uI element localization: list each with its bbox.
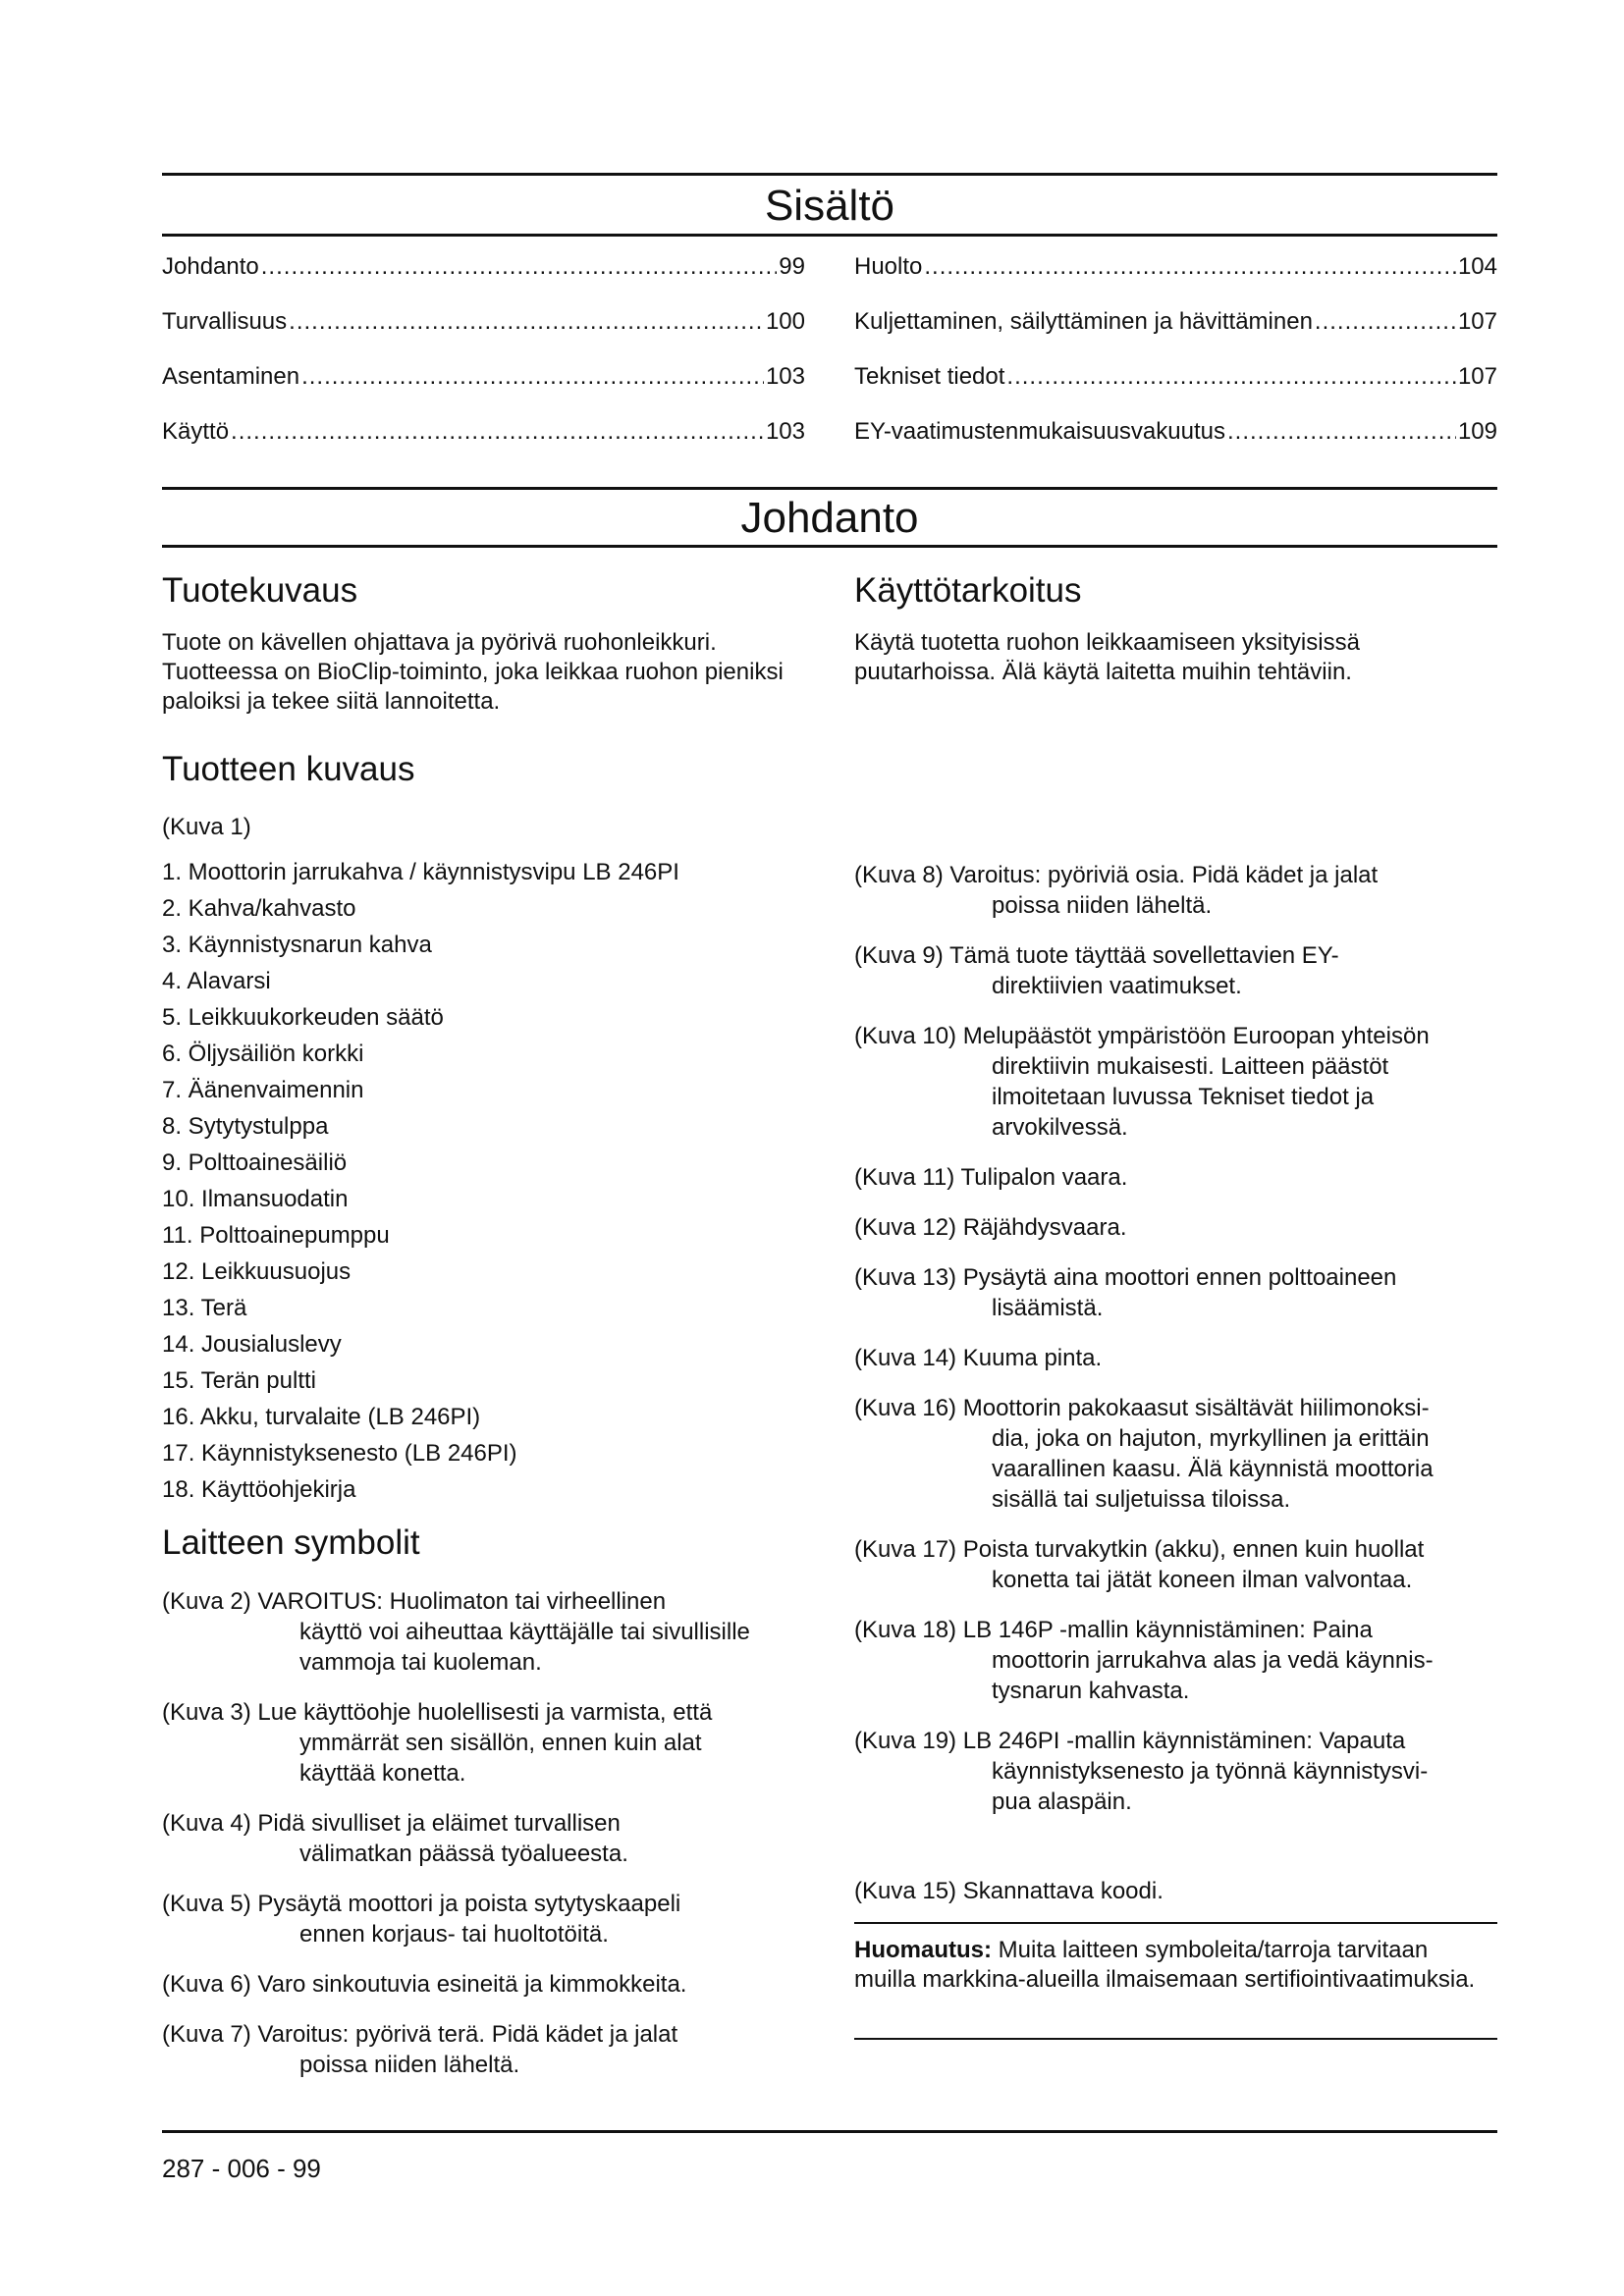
parts-list [162,858,679,1512]
symbols-heading: Laitteen symbolit [162,1523,420,1562]
symbol-description: Varoitus: pyörivä terä. Pidä kädet ja jalat [257,2021,678,2048]
symbol-item [854,1162,1492,1193]
symbol-item [854,1212,1492,1243]
symbol-item [162,1697,800,1789]
symbol-description-cont: ymmärrät sen sisällön, ennen kuin alat [299,1730,702,1756]
part-list-item: 13. Terä [162,1295,247,1321]
part-list-item: 9. Polttoainesäiliö [162,1149,348,1176]
toc-entry-label: EY-vaatimustenmukaisuusvakuutus [854,418,1225,445]
toc-entry[interactable] [162,418,805,473]
symbol-description-cont: käynnistyksenesto ja työnnä käynnistysvi- [992,1758,1429,1785]
symbol-description-cont: arvokilvessä. [992,1114,1128,1141]
toc-right-column [854,253,1497,473]
symbol-item [162,1889,800,1949]
note-body: Muita laitteen symboleita/tarroja tarvitaan muilla markkina-alueilla ilmaisemaan sertifiointivaatimuksia. [854,1937,1476,1993]
part-list-item: 17. Käynnistyksenesto (LB 246PI) [162,1440,517,1467]
toc-leader-dots [1315,308,1456,336]
toc-entry-page: 107 [1457,363,1497,390]
symbol-item [162,1808,800,1869]
toc-leader-dots [1227,418,1456,446]
symbol-description-cont: vaarallinen kaasu. Älä käynnistä moottoria [992,1456,1434,1482]
toc-left-column [162,253,805,473]
symbol-description: Melupäästöt ympäristöön Euroopan yhteisön [962,1023,1430,1049]
note-top-rule [854,1922,1497,1924]
toc-entry-label: Turvallisuus [162,308,288,335]
toc-entry-label: Johdanto [162,253,259,280]
symbol-description-cont: ilmoitetaan luvussa Tekniset tiedot ja [992,1084,1375,1110]
symbol-description: VAROITUS: Huolimaton tai virheellinen [257,1588,667,1615]
symbol-figure-ref: (Kuva 6) [162,1971,251,1998]
toc-entry-label: Kuljettaminen, säilyttäminen ja hävittäminen [854,308,1313,335]
part-list-item: 10. Ilmansuodatin [162,1186,349,1212]
toc-entry[interactable] [854,418,1497,473]
toc-entry-page: 104 [1457,253,1497,280]
symbol-description-cont: lisäämistä. [992,1295,1104,1321]
document-page [162,0,1497,2296]
symbol-description-cont: käyttö voi aiheuttaa käyttäjälle tai sivullisille [299,1619,750,1645]
symbol-figure-ref: (Kuva 3) [162,1699,251,1726]
symbol-description: Tulipalon vaara. [960,1164,1128,1191]
toc-leader-dots [261,253,778,281]
symbol-description-cont: direktiivin mukaisesti. Laitteen päästöt [992,1053,1389,1080]
toc-entry-page: 100 [765,308,805,335]
toc-entry-page: 109 [1457,418,1497,445]
toc-entry-page: 103 [765,363,805,390]
symbol-description-cont: moottorin jarrukahva alas ja vedä käynnis- [992,1647,1434,1674]
symbol-description: Poista turvakytkin (akku), ennen kuin huollat [962,1536,1425,1563]
part-list-item: 1. Moottorin jarrukahva / käynnistysvipu LB 246PI [162,859,679,885]
symbol-description-cont: välimatkan päässä työalueesta. [299,1841,628,1867]
part-list-item: 7. Äänenvaimennin [162,1077,364,1103]
symbol-figure-ref: (Kuva 19) [854,1728,957,1754]
symbol-description-cont: käyttää konetta. [299,1760,466,1787]
intro-title: Johdanto [740,494,919,542]
symbol-item [854,1262,1492,1323]
symbol-item [162,1586,800,1678]
part-list-item: 11. Polttoainepumppu [162,1222,390,1249]
footer-page-ref: 287 - 006 - 99 [162,2154,321,2183]
symbol-figure-ref: (Kuva 17) [854,1536,957,1563]
note-text [854,1936,1492,1995]
symbol-description: Varoitus: pyöriviä osia. Pidä kädet ja jalat [949,862,1379,888]
footer-rule [162,2130,1497,2133]
symbol-figure-ref: (Kuva 4) [162,1810,251,1837]
toc-entry-label: Huolto [854,253,923,280]
kayttotarkoitus-text: Käytä tuotetta ruohon leikkaamiseen yksityisissä puutarhoissa. Älä käytä laitetta muihin tehtäviin. [854,629,1360,685]
symbol-item [854,1021,1492,1143]
toc-leader-dots [289,308,764,336]
intro-title-rule [162,545,1497,548]
symbol-item [854,1393,1492,1515]
symbol-description: Räjähdysvaara. [962,1214,1127,1241]
part-list-item: 18. Käyttöohjekirja [162,1476,356,1503]
symbols-right-list [854,860,1492,1837]
symbol-description: Lue käyttöohje huolellisesti ja varmista, että [257,1699,713,1726]
kuva1-label: (Kuva 1) [162,814,251,840]
symbol-figure-ref: (Kuva 7) [162,2021,251,2048]
symbol-item [854,1343,1492,1373]
toc-title: Sisältö [764,182,895,230]
part-list-item: 12. Leikkuusuojus [162,1258,352,1285]
toc-entry[interactable] [854,363,1497,418]
symbol-description-cont: ennen korjaus- tai huoltotöitä. [299,1921,609,1948]
part-list-item: 2. Kahva/kahvasto [162,895,356,922]
symbol-description-cont: tysnarun kahvasta. [992,1678,1190,1704]
symbol-item [854,1615,1492,1706]
symbol-description: Tämä tuote täyttää sovellettavien EY- [948,942,1339,969]
part-list-item: 3. Käynnistysnarun kahva [162,932,432,958]
toc-entry-label: Käyttö [162,418,230,445]
symbol-description-cont: poissa niiden läheltä. [992,892,1213,919]
symbol-description: Moottorin pakokaasut sisältävät hiilimonoksi- [962,1395,1430,1421]
symbol-description: Pysäytä aina moottori ennen polttoaineen [962,1264,1397,1291]
symbol-figure-ref: (Kuva 12) [854,1214,957,1241]
symbol-figure-ref: (Kuva 18) [854,1617,957,1643]
symbol-description-cont: dia, joka on hajuton, myrkyllinen ja erittäin [992,1425,1430,1452]
toc-entry[interactable] [854,253,1497,308]
part-list-item: 16. Akku, turvalaite (LB 246PI) [162,1404,481,1430]
toc-entry[interactable] [162,253,805,308]
note-label: Huomautus: [854,1937,992,1963]
symbol-figure-ref: (Kuva 5) [162,1891,251,1917]
symbol-description: Pysäytä moottori ja poista sytytyskaapeli [257,1891,681,1917]
symbol-figure-ref: (Kuva 9) [854,942,944,969]
symbol-item [162,2019,800,2080]
symbol-description: Varo sinkoutuvia esineitä ja kimmokkeita. [257,1971,687,1998]
symbol-figure-ref: (Kuva 11) [854,1164,955,1191]
part-list-item: 14. Jousialuslevy [162,1331,342,1358]
symbol-figure-ref: (Kuva 10) [854,1023,957,1049]
symbol-figure-ref: (Kuva 2) [162,1588,251,1615]
symbol-figure-ref: (Kuva 13) [854,1264,957,1291]
intro-top-rule [162,487,1497,490]
symbol-description: Pidä sivulliset ja eläimet turvallisen [257,1810,621,1837]
symbol-item [854,860,1492,921]
toc-entry[interactable] [162,363,805,418]
symbol-item [854,1726,1492,1817]
symbol-figure-ref: (Kuva 8) [854,862,944,888]
toc-top-rule [162,173,1497,176]
part-list-item: 6. Öljysäiliön korkki [162,1041,364,1067]
note-bottom-rule [854,2038,1497,2040]
toc-entry-page: 99 [779,253,805,280]
symbols-left-list [162,1586,800,2100]
toc-leader-dots [924,253,1456,281]
symbol-figure-ref: (Kuva 16) [854,1395,957,1421]
symbol-item [162,1969,800,2000]
symbol-item [854,940,1492,1001]
symbol-description-cont: poissa niiden läheltä. [299,2052,520,2078]
symbol-description: LB 246PI -mallin käynnistäminen: Vapauta [962,1728,1406,1754]
tuotekuvaus-heading: Tuotekuvaus [162,571,358,610]
symbol-description: LB 146P -mallin käynnistäminen: Paina [962,1617,1373,1643]
toc-entry-page: 107 [1457,308,1497,335]
symbol-description-cont: sisällä tai suljetuissa tiloissa. [992,1486,1291,1513]
kuva15-label: (Kuva 15) Skannattava koodi. [854,1878,1164,1904]
toc-entry-label: Asentaminen [162,363,300,390]
symbol-description-cont: direktiivien vaatimukset. [992,973,1242,999]
toc-title-rule [162,234,1497,237]
symbol-description-cont: vammoja tai kuoleman. [299,1649,542,1676]
part-list-item: 8. Sytytystulppa [162,1113,329,1140]
toc-entry[interactable] [162,308,805,363]
symbol-description: Kuuma pinta. [962,1345,1103,1371]
symbol-description-cont: pua alaspäin. [992,1789,1132,1815]
symbol-figure-ref: (Kuva 14) [854,1345,957,1371]
toc-leader-dots [1006,363,1456,391]
part-list-item: 5. Leikkuukorkeuden säätö [162,1004,444,1031]
tuotekuvaus-text: Tuote on kävellen ohjattava ja pyörivä ruohonleikkuri. Tuotteessa on BioClip-toiminto, joka leikkaa ruohon pieniksi paloiksi ja tekee siitä lannoitetta. [162,629,784,715]
toc-entry-label: Tekniset tiedot [854,363,1005,390]
part-list-item: 4. Alavarsi [162,968,271,994]
symbol-item [854,1534,1492,1595]
kayttotarkoitus-heading: Käyttötarkoitus [854,571,1082,610]
toc-leader-dots [231,418,764,446]
toc-entry-page: 103 [765,418,805,445]
tuotteen-kuvaus-heading: Tuotteen kuvaus [162,750,415,788]
part-list-item: 15. Terän pultti [162,1367,316,1394]
symbol-description-cont: konetta tai jätät koneen ilman valvontaa. [992,1567,1413,1593]
toc-entry[interactable] [854,308,1497,363]
toc-leader-dots [301,363,764,391]
